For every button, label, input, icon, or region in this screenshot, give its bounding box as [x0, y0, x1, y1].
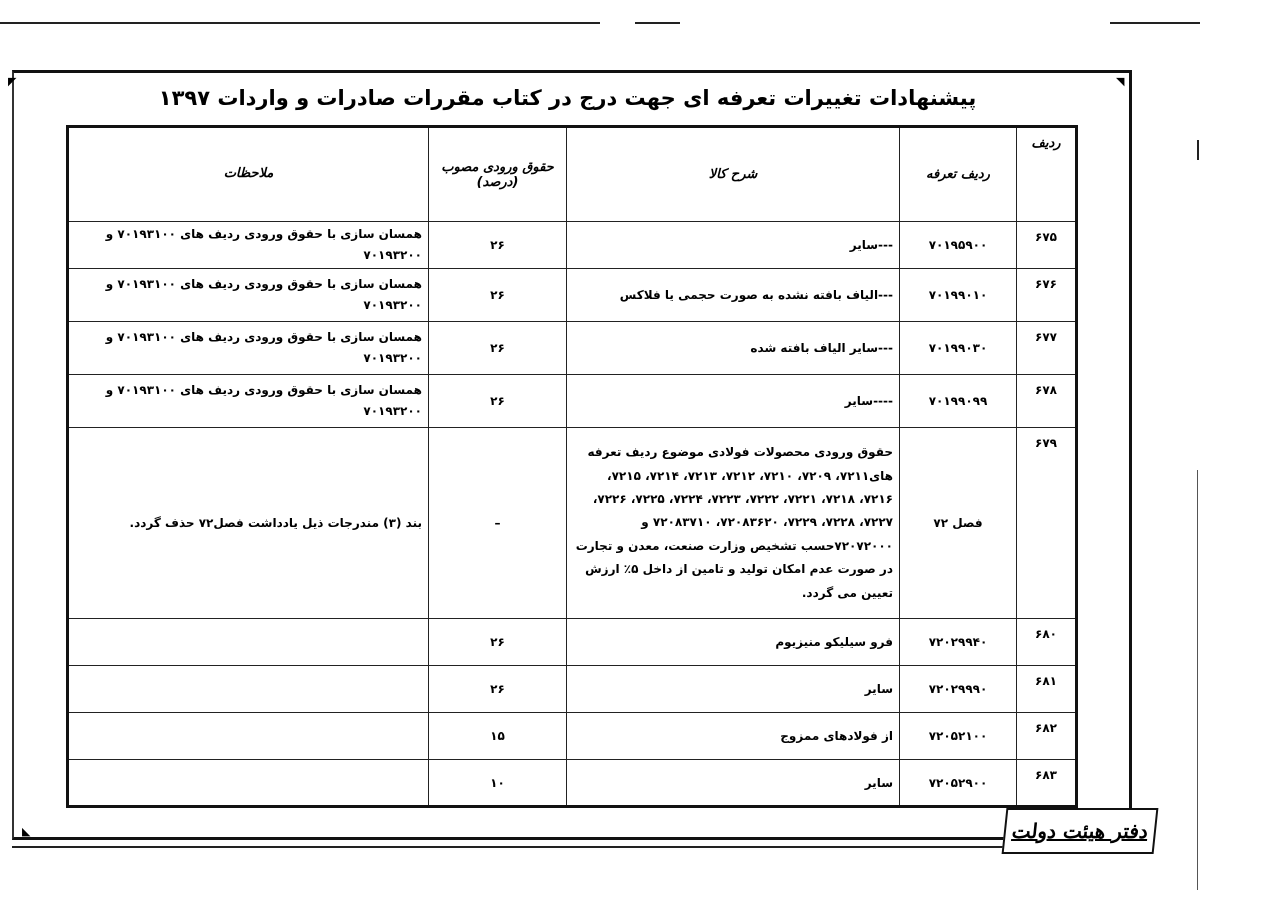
- row-number: ۶۷۷: [1017, 321, 1077, 374]
- row-number: ۶۷۸: [1017, 374, 1077, 427]
- tariff-code: ۷۲۰۲۹۹۹۰: [900, 666, 1017, 713]
- row-number: ۶۸۱: [1017, 666, 1077, 713]
- header-tariff-code: ردیف تعرفه: [900, 127, 1017, 222]
- page-title: پیشنهادات تغییرات تعرفه ای جهت درج در کتاب مقررات صادرات و واردات ۱۳۹۷: [158, 86, 977, 110]
- tariff-code: ۷۲۰۲۹۹۴۰: [900, 619, 1017, 666]
- notes-cell: همسان سازی با حقوق ورودی ردیف های ۷۰۱۹۳۱۰۰ و ۷۰۱۹۳۲۰۰: [68, 321, 429, 374]
- notes-cell: [68, 619, 429, 666]
- scan-line-top-mid: [635, 22, 680, 24]
- row-number: ۶۸۲: [1017, 713, 1077, 760]
- item-description: حقوق ورودی محصولات فولادی موضوع ردیف تعرفه های۷۲۱۱، ۷۲۰۹، ۷۲۱۰، ۷۲۱۲، ۷۲۱۳، ۷۲۱۴، ۷۲۱۵، ۷۲۱۶، ۷۲۱۸، ۷۲۲۱، ۷۲۲۲، ۷۲۲۳، ۷۲۲۴، ۷۲۲۵، ۷۲۲۶، ۷۲۲۷، ۷۲۲۸، ۷۲۲۹، ۷۲۰۸۳۶۲۰، ۷۲۰۸۳۷۱۰ و ۷۲۰۷۲۰۰۰حسب تشخیص وزارت صنعت، معدن و تجارت در صورت عدم امکان تولید و تامین از داخل ۵٪ ارزش تعیین می گردد.: [567, 427, 900, 619]
- item-description: از فولادهای ممزوج: [567, 713, 900, 760]
- scan-line-right-edge-lower: [1197, 470, 1198, 890]
- item-description: ---الیاف بافته نشده به صورت حجمی یا فلاکس: [567, 268, 900, 321]
- table-row: [68, 222, 1077, 269]
- item-description: فرو سیلیکو منیزیوم: [567, 619, 900, 666]
- notes-cell: همسان سازی با حقوق ورودی ردیف های ۷۰۱۹۳۱۰۰ و ۷۰۱۹۳۲۰۰: [68, 222, 429, 269]
- table-row: [68, 713, 1077, 760]
- row-number: ۶۸۰: [1017, 619, 1077, 666]
- duty-rate: ۲۶: [429, 619, 567, 666]
- table-row: [68, 268, 1077, 321]
- header-duty: حقوق ورودی مصوب (درصد): [429, 127, 567, 222]
- header-description: شرح کالا: [567, 127, 900, 222]
- item-description: ---سایر: [567, 222, 900, 269]
- duty-rate: –: [429, 427, 567, 619]
- notes-cell: بند (۳) مندرجات ذیل یادداشت فصل۷۲ حذف گردد.: [68, 427, 429, 619]
- table-row: [68, 619, 1077, 666]
- tariff-table: [66, 125, 1078, 808]
- table-header-row: [68, 127, 1077, 222]
- tariff-code: ۷۲۰۵۲۱۰۰: [900, 713, 1017, 760]
- item-description: سایر: [567, 760, 900, 807]
- frame-corner-mark: ◣: [22, 825, 31, 838]
- notes-cell: [68, 713, 429, 760]
- scan-line-top-right: [1110, 22, 1200, 24]
- table-row: [68, 666, 1077, 713]
- duty-rate: ۲۶: [429, 321, 567, 374]
- frame-corner-mark: ◤: [8, 75, 17, 88]
- tariff-code: ۷۲۰۵۲۹۰۰: [900, 760, 1017, 807]
- duty-rate: ۱۰: [429, 760, 567, 807]
- duty-rate: ۲۶: [429, 222, 567, 269]
- duty-rate: ۲۶: [429, 374, 567, 427]
- item-description: ----سایر: [567, 374, 900, 427]
- scan-line-right-edge: [1197, 140, 1199, 160]
- notes-cell: [68, 760, 429, 807]
- tariff-code: ۷۰۱۹۹۰۱۰: [900, 268, 1017, 321]
- item-description: سایر: [567, 666, 900, 713]
- notes-cell: همسان سازی با حقوق ورودی ردیف های ۷۰۱۹۳۱۰۰ و ۷۰۱۹۳۲۰۰: [68, 374, 429, 427]
- scan-line-top-left: [0, 22, 600, 24]
- row-number: ۶۷۶: [1017, 268, 1077, 321]
- header-row-number: ردیف: [1017, 127, 1077, 222]
- item-description: ---سایر الیاف بافته شده: [567, 321, 900, 374]
- row-number: ۶۷۹: [1017, 427, 1077, 619]
- duty-rate: ۲۶: [429, 666, 567, 713]
- tariff-code: ۷۰۱۹۹۰۹۹: [900, 374, 1017, 427]
- frame-corner-mark: ◥: [1116, 75, 1125, 88]
- table-row: [68, 760, 1077, 807]
- scan-line-bottom: [12, 846, 1012, 848]
- tariff-code: ۷۰۱۹۵۹۰۰: [900, 222, 1017, 269]
- duty-rate: ۱۵: [429, 713, 567, 760]
- row-number: ۶۸۳: [1017, 760, 1077, 807]
- stamp-text: دفتر هیئت دولت: [1010, 819, 1150, 843]
- notes-cell: همسان سازی با حقوق ورودی ردیف های ۷۰۱۹۳۱۰۰ و ۷۰۱۹۳۲۰۰: [68, 268, 429, 321]
- office-stamp: [1002, 808, 1159, 854]
- table-row: [68, 374, 1077, 427]
- duty-rate: ۲۶: [429, 268, 567, 321]
- tariff-code: فصل ۷۲: [900, 427, 1017, 619]
- tariff-code: ۷۰۱۹۹۰۳۰: [900, 321, 1017, 374]
- header-notes: ملاحظات: [68, 127, 429, 222]
- table-row: [68, 321, 1077, 374]
- notes-cell: [68, 666, 429, 713]
- row-number: ۶۷۵: [1017, 222, 1077, 269]
- table-row: [68, 427, 1077, 619]
